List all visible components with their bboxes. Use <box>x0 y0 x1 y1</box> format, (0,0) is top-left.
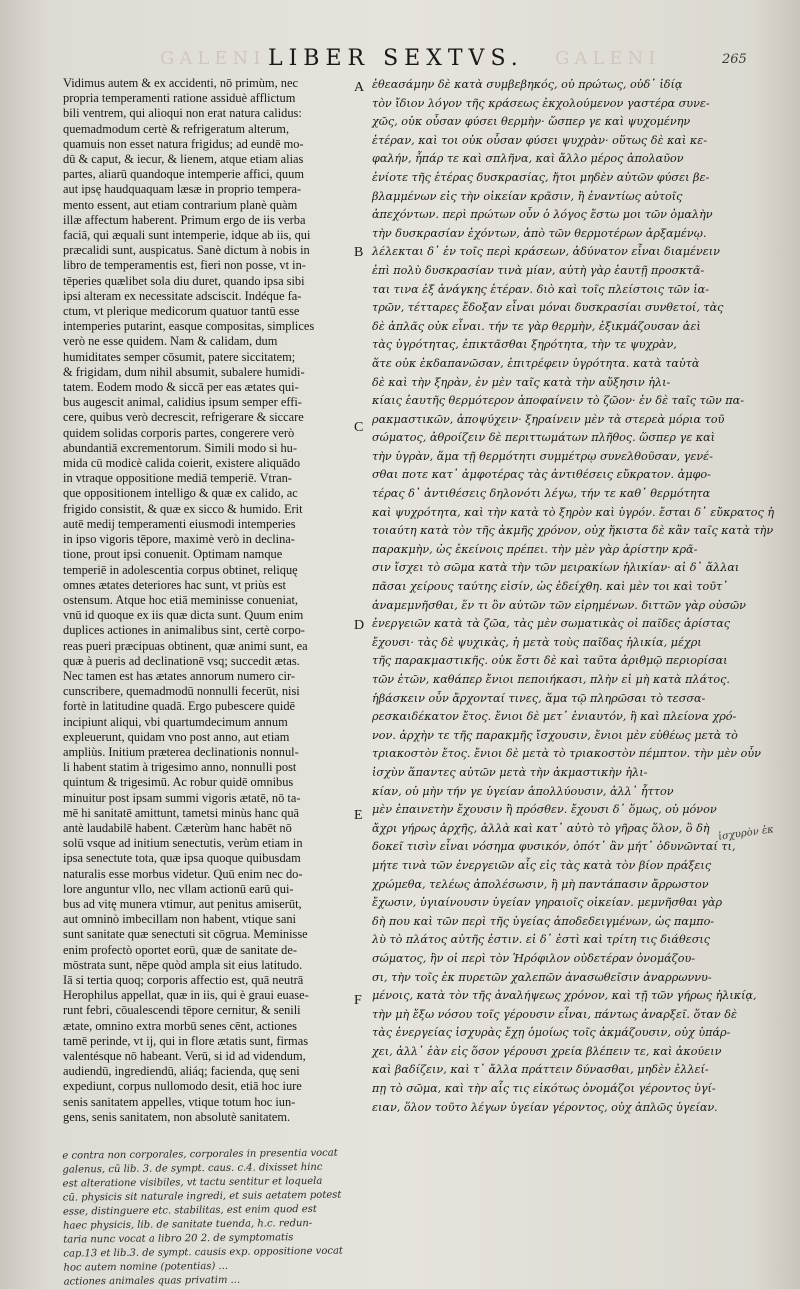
handwritten-note-line: e contra non corporales, corporales in presentia vocat <box>62 1147 338 1162</box>
latin-text-line: in ipso vigoris tēpore, maximè verò in declina- <box>63 532 295 547</box>
latin-text-line: sunt sanitate quæ senectuti sit cōgrua. Meminisse <box>63 927 308 942</box>
latin-text-line: expleuerunt, quidam vno post anno, aut etiam <box>63 729 290 744</box>
latin-text-line: bus augescit animal, calidius ipsum semper effi- <box>63 395 302 410</box>
latin-text-line: incipiunt aliqui, vbi quartumdecimum annum <box>63 714 288 729</box>
latin-text-line: aut omninò imbecillam non habent, vtique sani <box>63 912 296 927</box>
bleed-through-right: GALENI <box>555 48 661 69</box>
latin-text-line: ctum, vt plerique medicorum quatuor tantū esse <box>63 304 300 319</box>
latin-text-line: quamuis non esset natura frigidus; ad eundē mo- <box>63 136 304 151</box>
greek-text-line: τὸν ἴδιον λόγον τῆς κράσεως ἐκχολούμενον γαστέρα συνε- <box>372 96 710 110</box>
greek-text-line: τῆς παρακμαστικῆς. οὐκ ἔστι δὲ καὶ ταῦτα ἀριθμῷ περιορίσαι <box>372 654 728 668</box>
greek-text-line: κίαν, οὐ μὴν τήν γε ὑγείαν ἀπολλύουσιν, ἀλλ᾽ ἧττον <box>372 784 674 798</box>
latin-text-line: valentésque nō habeant. Verū, si id ad videndum, <box>63 1049 306 1063</box>
greek-text-line: δὲ ἁπλᾶς οὐκ εἶναι. τήν τε γὰρ θερμὴν, ἐξικμάζουσαν ἀεὶ <box>372 319 701 333</box>
latin-text-line: tione, prout ipsi conuenit. Optimam namque <box>63 547 283 562</box>
latin-text-line: lore anguntur vllo, nec vllam actionū earū qui- <box>63 881 294 896</box>
latin-text-line: humiditates semper cōsumit, patere siccitatem; <box>63 349 296 364</box>
greek-text-line: τέρας δ᾽ ἀντιθέσεις δηλονότι λέγω, τήν τε καθ᾽ θερμότητα <box>372 487 711 501</box>
greek-text-line: δὲ καὶ τὴν ξηρὰν, ἐν μὲν ταῖς κατὰ τὴν αὔξησιν ἡλι- <box>372 375 671 389</box>
latin-text-line: runt febri, cōualescendi tēpore cernitur, & senili <box>63 1003 301 1018</box>
latin-text-line: bus ad vitę munera vtimur, aut penitus amiserūt, <box>63 896 302 911</box>
page-number: 265 <box>722 52 747 67</box>
greek-text-line: τρῶν, τέτταρες ἔδοξαν εἶναι μόναι δυσκρασίαι συνθετοί, τὰς <box>372 301 724 315</box>
latin-text-line: quemadmodum certè & refrigeratum alterum, <box>63 121 290 136</box>
handwritten-note-line: haec physicis, lib. de sanitate tuenda, h.c. redun- <box>63 1217 313 1232</box>
greek-text-line: χρώμεθα, τελέως ἀπολέσωσιν, ἢ μὴ παντάπασιν ἄρρωστον <box>372 877 709 891</box>
latin-text-line: tamē perinde, vt ij, qui in flore ætatis sunt, firmas <box>63 1033 309 1048</box>
latin-text-line: ampliùs. Initium præterea declinationis nonnul- <box>63 744 299 759</box>
latin-text-line: illæ affectum haberent. Primum ergo de iis verba <box>63 212 306 227</box>
latin-text-line: verò ne esse quidem. Nam & calidam, dum <box>63 334 278 349</box>
greek-text-line: φαλήν, ἧπάρ τε καὶ σπλῆνα, καὶ ἄλλο μέρος ἀπολαῦον <box>372 152 684 166</box>
greek-text-line: νον. ἀρχὴν τε τῆς παρακμῆς ἴσχουσιν, ἔνιοι μὲν εὐθέως μετὰ τὸ <box>372 728 738 742</box>
latin-text-line: senis sanitatem appelles, vtique totum hoc iun- <box>63 1094 296 1109</box>
latin-text-line: bili ventrem, qui alioqui non erat natura calidus: <box>63 106 302 121</box>
greek-text-line: χει, ἀλλ᾽ ἐὰν εἰς ὅσον γέρουσι χρεία βλέπειν τε, καὶ ἀκούειν <box>372 1044 722 1058</box>
latin-text-line: Iā si tertia quoq; corporis affectio est, quā neutrā <box>63 972 304 987</box>
handwritten-note-line: cū. physicis sit naturale ingredi, et suis aetatem potest <box>62 1189 342 1204</box>
latin-text-line: dū & caput, & iecur, & lienem, atque etiam alias <box>63 152 304 167</box>
latin-text-line: tatem. Eodem modo & siccā per eas ætates qui- <box>63 380 299 395</box>
latin-text-line: abundantiā excrementorum. Simili modo si hu- <box>63 440 298 455</box>
greek-text-line: βλαμμένων εἰς τὴν οἰκείαν κρᾶσιν, ἢ ἐναντίως αὐτοῖς <box>372 189 683 203</box>
latin-text-line: ostensum. Atque hoc etiā meminisse conueniat, <box>63 592 299 607</box>
greek-text-line: ται τινα ἐξ ἀνάγκης ἑτέραν. διὸ καὶ τοῖς πλείστοις τῶν ἰα- <box>372 282 709 296</box>
greek-text-line: παρακμὴν, ὡς ἐκείνοις πρέπει. τὴν μὲν γὰρ ἀρίστην κρᾶ- <box>372 542 698 556</box>
latin-text-line: quidem solidas corporis partes, congerere verò <box>63 425 295 440</box>
latin-text-line: omnes ætates deteriores hac sunt, vt priùs est <box>63 577 286 592</box>
greek-text-line: λὺ τὸ πλάτος αὐτῆς ἐστιν. εἰ δ᾽ ἐστὶ καὶ τρίτη τις διάθεσις <box>372 933 711 947</box>
greek-text-line: σι, τὴν τοῖς ἐκ πυρετῶν χαλεπῶν ἀνασωθεῖσιν ἀναρρωννυ- <box>372 970 712 984</box>
latin-text-line: mē hi sanitatē amittunt, tametsi minùs hanc quā <box>63 805 300 820</box>
latin-text-line: tēperies quælibet sola diu duret, quando ipsa sibi <box>63 273 305 288</box>
margin-letter-d: D <box>354 618 365 633</box>
greek-text-line: τὰς ὑγρότητας, ἐπικτᾶσθαι ξηρότητα, τὴν τε ψυχρὰν, <box>372 338 677 352</box>
latin-text-line: gens, senis sanitatem, non absolutè sanitatem. <box>63 1109 291 1124</box>
latin-text-line: temperiē in adolescentia corpus obtinet, reliquę <box>63 562 298 577</box>
greek-text-line: μένοις, κατὰ τὸν τῆς ἀναλήψεως χρόνον, καὶ τῇ τῶν γήρως ἡλικίᾳ, <box>372 989 757 1003</box>
latin-text-line: li habent statim à trigesimo anno, nonnulli post <box>63 760 297 775</box>
handwritten-note-line: cap.13 et lib.3. de sympt. causis exp. oppositione vocat <box>63 1245 343 1260</box>
bleed-through-left: GALENI <box>160 48 266 69</box>
latin-text-line: quæ à pueris ad declinationē vsq; succedit ætas. <box>63 653 300 668</box>
greek-text-line: σώματος, ἀθροίζειν δὲ περιττωμάτων πλῆθος. ὥσπερ γε καὶ <box>372 431 716 445</box>
latin-text-line: & frigidam, dum nihil absumit, subalere humidi- <box>63 364 305 379</box>
greek-text-line: ἑτέραν, καὶ τοι οὐκ οὖσαν φύσει ψυχρὰν· οὕτως δὲ καὶ κε- <box>372 133 707 147</box>
latin-text-line: vnū id quoque ex iis quæ dicta sunt. Quum enim <box>63 608 304 623</box>
latin-text-line: libro de temperamentis est, fieri non posse, vt in- <box>63 258 306 273</box>
greek-text-line: ἀναμεμνῆσθαι, ἕν τι ὂν αὐτῶν τῶν εἰρημένων. διττῶν γὰρ οὐσῶν <box>372 598 746 612</box>
margin-letter-c: C <box>354 420 364 435</box>
greek-text-line: ἄχρι γήρως ἀρχῆς, ἀλλὰ καὶ κατ᾽ αὐτὸ τὸ γῆρας ὅλον, ὃ δὴ <box>372 821 710 835</box>
handwritten-note-line: taria nunc vocat a libro 20 2. de symptomatis <box>63 1232 294 1246</box>
greek-text-line: ἐπὶ πολὺ δυσκρασίαν τινὰ μίαν, αὐτὴ γὰρ ἑαυτῇ προσκτᾶ- <box>372 263 705 277</box>
handwritten-margin-note: ἰσχυρὸν ἐκ <box>717 824 775 843</box>
greek-text-line: κίαις ἑαυτῆς θερμότερον ἀποφαίνειν τὸ ζῶον· ἐν δὲ ταῖς τῶν πα- <box>372 394 744 408</box>
latin-text-line: ætate, omnino extra morbū senes cēnt, actiones <box>63 1018 297 1033</box>
latin-text-line: Vidimus autem & ex accidenti, nō primùm, nec <box>63 76 298 90</box>
latin-text-line: in vtraque oppositione mediā temperiē. Vtran- <box>63 471 292 486</box>
greek-text-line: πᾶσαι χείρους ταύτης εἰσίν, ὡς ἐδείχθη. καὶ μὲν τοι καὶ τοῦτ᾽ <box>372 580 728 594</box>
greek-text-line: τὴν ὑγρὰν, ἅμα τῇ θερμότητι συμμέτρῳ συνελθοῦσαν, γενέ- <box>372 449 713 463</box>
latin-text-line: quintum & trigesimū. Ac robur quidē omnibus <box>63 775 294 790</box>
latin-text-line: cunscribere, quemadmodū nonnulli fecerūt, nisi <box>63 684 300 699</box>
greek-text-line: σθαι ποτε κατ᾽ ἀμφοτέρας τὰς ἀντιθέσεις εὔκρατον. ἀμφο- <box>372 468 711 482</box>
latin-text-line: audiendū, ingrediendū, aliáq; facienda, quę seni <box>63 1064 300 1079</box>
handwritten-note-line: galenus, cū lib. 3. de sympt. caus. c.4. dixisset hinc <box>62 1161 323 1176</box>
latin-text-line: mento essent, aut etiam contrarium planè quàm <box>63 197 298 212</box>
greek-text-line: τριακοστὸν ἔτος. ἔνιοι δὲ μετὰ τὸ τριακοστὸν πέμπτον. τὴν μὲν οὖν <box>372 747 761 761</box>
greek-text-line: τὴν δυσκρασίαν ἐχόντων, ἀπὸ τῶν θερμοτέρων ἀρξαμένῳ. <box>372 226 707 240</box>
handwritten-note-line: esse, distinguere etc. stabilitas, est enim quod est <box>62 1203 317 1218</box>
latin-column <box>63 76 353 1125</box>
margin-letter-b: B <box>354 245 364 260</box>
greek-text-line: τὴν μὴ ἔξω νόσου τοῖς γέρουσιν εἶναι, πάντως ἀναρξεῖ. ὅταν δὲ <box>372 1007 738 1021</box>
handwritten-annotation <box>62 1146 363 1289</box>
handwritten-note-line: actiones animales quas privatim ... <box>63 1274 241 1288</box>
greek-text-line: καὶ βαδίζειν, καὶ τ᾽ ἄλλα πράττειν δύνασθαι, μηδὲν ἐλλεί- <box>372 1063 709 1077</box>
handwritten-note-line: hoc autem nomine (potentias) ... <box>63 1260 229 1274</box>
greek-text-line: ἰσχὺν ἅπαντες αὐτῶν μετὰ τὴν ἀκμαστικὴν ἡλι- <box>372 765 648 779</box>
greek-text-line: πῃ τὸ σῶμα, καὶ τὴν αἷς τις εἰκότως ὀνομάζοι γέροντος ὑγί- <box>372 1082 716 1096</box>
latin-text-line: mida cū modicè calida coierit, existere aliquādo <box>63 456 301 471</box>
latin-text-line: mōstrata sunt, nēpe quòd ampla sit eius latitudo. <box>63 957 303 972</box>
latin-text-line: aut ipsę haudquaquam læsæ in proprio tempera- <box>63 182 302 197</box>
latin-text-line: partes, aliarū quandoque intemperie affici, quum <box>63 167 304 182</box>
latin-text-line: cere, quibus verò decrescit, refrigerare & siccare <box>63 410 304 425</box>
greek-text-line: ἐνίοτε τῆς ἑτέρας δυσκρασίας, ἤτοι μηδὲν αὐτῶν φύσει βε- <box>372 170 710 184</box>
greek-text-line: χῶς, οὐκ οὖσαν φύσει θερμὴν· ὥσπερ γε καὶ ψυχομένην <box>372 115 691 129</box>
margin-letter-f: F <box>354 993 362 1008</box>
latin-text-line: propria temperamenti ratione assiduè afflictum <box>63 91 296 106</box>
latin-text-line: minuitur post ipsam summi vigoris ætatē, nō ta- <box>63 790 301 805</box>
margin-letter-a: A <box>354 80 365 95</box>
greek-text-line: ἔχωσιν, ὑγιαίνουσιν ὑγείαν γηραιοῖς οἰκείαν. μεμνῆσθαι γὰρ <box>372 896 723 910</box>
latin-text-line: enim profectò oportet eorū, quæ de sanitate de- <box>63 942 297 957</box>
running-head: LIBER SEXTVS. <box>268 46 524 71</box>
latin-text-line: duplices actiones in animalibus sint, certè corpo- <box>63 623 305 638</box>
latin-text-line: autē medij temperamenti eiusmodi intemperies <box>63 516 296 531</box>
greek-text-line: ἐθεασάμην δὲ κατὰ συμβεβηκός, οὐ πρώτως, οὐδ᾽ ἰδίᾳ <box>372 78 683 91</box>
latin-text-line: Herophilus appellat, quæ in iis, qui è graui euase- <box>63 988 309 1003</box>
greek-text-line: ἔχουσι· τὰς δὲ ψυχικὰς, ἡ μετὰ τοὺς παῖδας ἡλικία, μέχρι <box>372 635 702 649</box>
greek-text-line: ἡβάσκειν οὖν ἄρχονταί τινες, ἅμα τῷ πληρῶσαι τὸ τεσσα- <box>372 691 706 705</box>
latin-text-line: intemperies putarint, easque compositas, simplices <box>63 319 315 334</box>
greek-text-line: μὲν ἐπαινετὴν ἔχουσιν ἢ πρόσθεν. ἔχουσι δ᾽ ὅμως, οὐ μόνον <box>372 803 717 817</box>
greek-text-line: ειαν, ὅλον τοῦτο λέγων ὑγείαν γέροντος, οὐχ ἁπλῶς ὑγείαν. <box>372 1100 718 1114</box>
latin-text-line: que oppositionem intelligo & quæ ex calido, ac <box>63 486 298 501</box>
greek-text-line: μήτε τινὰ τῶν ἐνεργειῶν αἷς εἰς τὰς κατὰ τὸν βίον πράξεις <box>372 858 712 872</box>
latin-text-line: solū vsque ad initium senectutis, verùm etiam in <box>63 836 303 851</box>
greek-text-line: ἐνεργειῶν κατὰ τὰ ζῶα, τὰς μὲν σωματικὰς οἱ παῖδες ἀρίστας <box>372 617 731 631</box>
latin-text-line: præcalidi sunt, auspicatus. Sanè dictum à nobis in <box>63 243 310 258</box>
latin-text-line: ipsi alteram ex necessitate adsciscit. Indéque fa- <box>63 288 302 303</box>
margin-letter-e: E <box>354 808 363 823</box>
latin-text-line: fortè in latitudine quadā. Ergo pubescere quidē <box>63 699 296 714</box>
latin-text-line: faciā, qui æquali sunt intemperie, idque ab iis, qui <box>63 228 311 243</box>
greek-text-line: ἅτε οὐκ ἐκδαπανῶσαν, ἐπιτρέφειν ὑγρότητα. κατὰ ταὐτὰ <box>372 356 700 370</box>
latin-text-line: frigido consistit, & quæ ex sicco & humido. Erit <box>63 501 303 516</box>
greek-text-line: ρακμαστικῶν, ἀποψύχειν· ξηραίνειν μὲν τὰ στερεὰ μόρια τοῦ <box>372 412 725 426</box>
greek-text-line: δοκεῖ τισὶν εἶναι νόσημα φυσικόν, ὁπότ᾽ ἂν μήτ᾽ ὀδυνῶνταί τι, <box>372 840 736 854</box>
greek-text-line: σώματος, ἣν οἱ περὶ τὸν Ἡρόφιλον οὐδετέραν ὀνομάζου- <box>372 951 696 965</box>
greek-text-line: σιν ἴσχει τὸ σῶμα κατὰ τὴν τῶν μειρακίων ἡλικίαν· αἱ δ᾽ ἄλλαι <box>372 561 740 575</box>
greek-text-line: δὴ που καὶ τῶν περὶ τῆς ὑγείας ἀποδεδειγμένων, ὡς παμπο- <box>372 914 715 928</box>
greek-text-line: τῶν ἐτῶν, καθάπερ ἔνιοι πεποιήκασι, πλὴν εἰ μὴ κατὰ πλάτος. <box>372 673 730 686</box>
handwritten-note-line: est alteratione visibiles, vt tactu sentitur et loquela <box>62 1175 323 1190</box>
greek-text-line: λέλεκται δ᾽ ἐν τοῖς περὶ κράσεων, ἀδύνατον εἶναι διαμένειν <box>372 245 720 259</box>
greek-text-line: ρεσκαιδέκατον ἔτος. ἔνιοι δὲ μετ᾽ ἐνιαυτόν, ἢ καὶ πλείονα χρό- <box>372 710 737 724</box>
latin-text-line: naturalis esse morbus videtur. Quū enim nec do- <box>63 866 303 881</box>
greek-text-line: τὰς ἐνεργείας ἰσχυρὰς ἔχῃ ὁμοίως τοῖς ἀκμάζουσιν, οὐχ ὑπάρ- <box>372 1026 731 1040</box>
greek-text-line: τοιαύτη κατὰ τὸν τῆς ἀκμῆς χρόνον, οὐχ ἥκιστα δὲ κἂν ταῖς κατὰ τὴν <box>372 524 774 538</box>
latin-text-line: antè laudabilē habent. Cæterùm hanc habēt nō <box>63 820 292 835</box>
latin-text-line: expediunt, corpus nullomodo desit, etiā hoc iure <box>63 1079 302 1094</box>
latin-text-line: reas pueri præcipuas obtinent, quæ animi sunt, ea <box>63 638 308 653</box>
greek-text-line: καὶ ψυχρότητα, καὶ τὴν κατὰ τὸ ξηρὸν καὶ ὑγρόν. ἔσται δ᾽ εὔκρατος ἡ <box>372 505 775 519</box>
latin-text-line: ipsa senectute tota, quæ ipsa quoque quibusdam <box>63 851 301 866</box>
latin-text-line: Nec tamen est has ætates annorum numero cir- <box>63 668 295 683</box>
greek-text-line: ἀπεχόντων. περὶ πρώτων οὖν ὁ λόγος ἔστω μοι τῶν ὁμαλὴν <box>372 208 713 222</box>
